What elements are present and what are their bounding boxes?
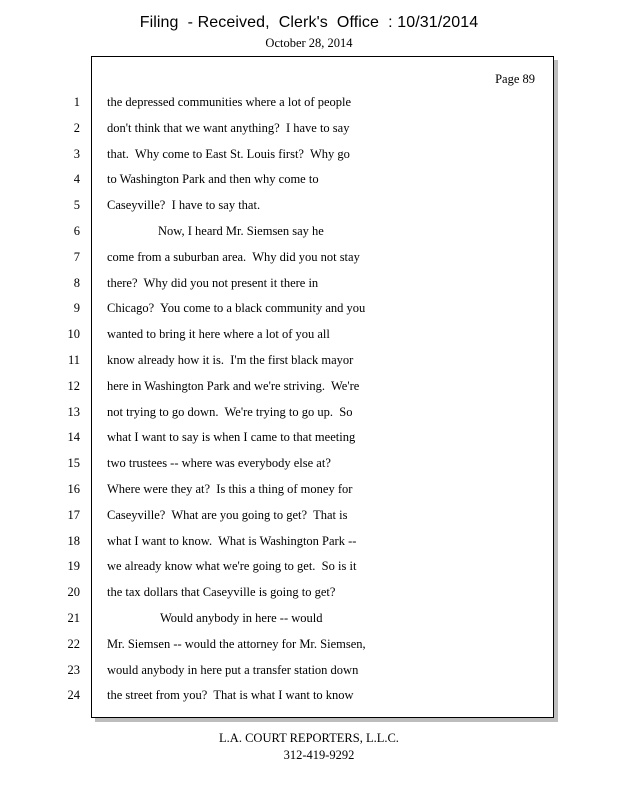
- transcript-line: wanted to bring it here where a lot of you all: [107, 327, 330, 341]
- line-number: 22: [67, 637, 80, 651]
- line-number: 18: [67, 534, 80, 548]
- line-number: 7: [73, 250, 80, 264]
- transcript-line: Where were they at? Is this a thing of money for: [107, 482, 353, 496]
- transcript-line: what I want to know. What is Washington Park --: [107, 534, 357, 548]
- transcript-line: know already how it is. I'm the first black mayor: [107, 353, 354, 367]
- footer-phone: 312-419-9292: [283, 748, 355, 762]
- line-number: 21: [67, 611, 80, 625]
- transcript-line: Mr. Siemsen -- would the attorney for Mr. Siemsen,: [107, 637, 366, 651]
- transcript-date: October 28, 2014: [265, 36, 353, 50]
- transcript-line: not trying to go down. We're trying to go up. So: [107, 405, 353, 419]
- line-number: 8: [73, 276, 80, 290]
- line-number: 16: [67, 482, 80, 496]
- transcript-line: the street from you? That is what I want to know: [107, 688, 354, 702]
- line-number: 2: [73, 121, 80, 135]
- transcript-line: come from a suburban area. Why did you not stay: [107, 250, 360, 264]
- filing-stamp: Filing - Received, Clerk's Office : 10/31/2014: [139, 14, 479, 31]
- line-number: 19: [67, 559, 80, 573]
- transcript-line: to Washington Park and then why come to: [107, 172, 319, 186]
- line-number: 5: [73, 198, 80, 212]
- transcript-line: we already know what we're going to get. So is it: [107, 559, 357, 573]
- line-number: 6: [73, 224, 80, 238]
- transcript-line: what I want to say is when I came to that meeting: [107, 430, 356, 444]
- page-number: Page 89: [495, 72, 535, 86]
- line-number: 13: [67, 405, 80, 419]
- transcript-line: Would anybody in here -- would: [160, 611, 323, 625]
- transcript-line: Caseyville? I have to say that.: [107, 198, 261, 212]
- line-number: 4: [73, 172, 80, 186]
- transcript-line: don't think that we want anything? I have to say: [107, 121, 350, 135]
- line-number: 9: [73, 301, 80, 315]
- line-number: 1: [73, 95, 80, 109]
- line-number: 14: [67, 430, 80, 444]
- transcript-line: here in Washington Park and we're striving. We're: [107, 379, 360, 393]
- line-number: 23: [67, 663, 80, 677]
- line-number: 11: [67, 353, 80, 367]
- line-number: 10: [67, 327, 80, 341]
- line-number: 17: [67, 508, 80, 522]
- line-number: 24: [67, 688, 80, 702]
- transcript-line: Now, I heard Mr. Siemsen say he: [158, 224, 324, 238]
- footer-company: L.A. COURT REPORTERS, L.L.C.: [219, 731, 399, 745]
- transcript-line: the depressed communities where a lot of people: [107, 95, 352, 109]
- line-number: 20: [67, 585, 80, 599]
- transcript-line: two trustees -- where was everybody else at?: [107, 456, 331, 470]
- line-number: 3: [73, 147, 80, 161]
- transcript-line: that. Why come to East St. Louis first? Why go: [107, 147, 350, 161]
- line-number: 15: [67, 456, 80, 470]
- transcript-line: the tax dollars that Caseyville is going to get?: [107, 585, 336, 599]
- transcript-line: Chicago? You come to a black community and you: [107, 301, 366, 315]
- transcript-line: would anybody in here put a transfer station down: [107, 663, 359, 677]
- transcript-line: Caseyville? What are you going to get? That is: [107, 508, 348, 522]
- transcript-line: there? Why did you not present it there in: [107, 276, 319, 290]
- line-number: 12: [67, 379, 80, 393]
